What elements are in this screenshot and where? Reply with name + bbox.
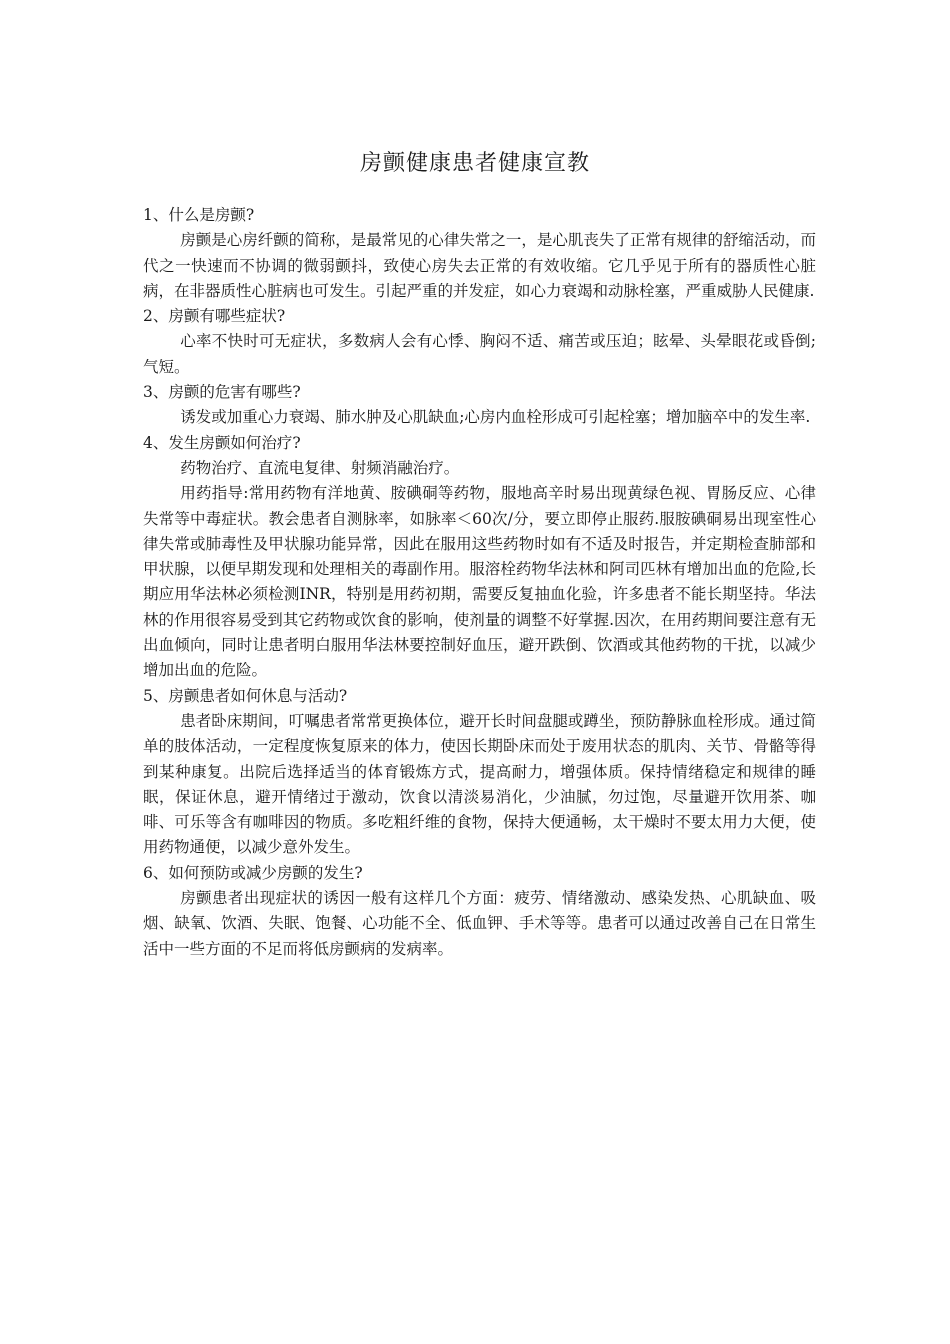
section-6-paragraph-1: 房颤患者出现症状的诱因一般有这样几个方面：疲劳、情绪激动、感染发热、心肌缺血、吸烟、缺氧、饮酒、失眠、饱餐、心功能不全、低血钾、手术等等。患者可以通过改善自己在日常生活中一些方面的不足而将低房颤病的发病率。 (143, 889, 816, 958)
document-title: 房颤健康患者健康宣教 (359, 151, 590, 176)
section-4-paragraph-2: 用药指导:常用药物有洋地黄、胺碘硐等药物，服地高辛时易出现黄绿色视、胃肠反应、心律失常等中毒症状。教会患者自测脉率，如脉率＜60次/分，要立即停止服药.服胺碘硐易出现室性心律失常或肺毒性及甲状腺功能异常，因此在服用这些药物时如有不适及时报告，并定期检查肺部和甲状腺，以便早期发现和处理相关的毒副作用。服溶栓药物华法林和阿司匹林有增加出血的危险,长期应用华法林必须检测INR，特别是用药初期，需要反复抽血化验，许多患者不能长期坚持。华法林的作用很容易受到其它药物或饮食的影响，使剂量的调整不好掌握.因次，在用药期间要注意有无出血倾向，同时让患者明白服用华法林要控制好血压，避开跌倒、饮酒或其他药物的干扰，以减少增加出血的危险。 (143, 484, 816, 680)
section-2-paragraph-1: 心率不快时可无症状，多数病人会有心悸、胸闷不适、痛苦或压迫；眩晕、头晕眼花或昏倒;气短。 (143, 332, 816, 376)
section-4-question: 4、发生房颤如何治疗? (143, 433, 301, 452)
section-6-question: 6、如何预防或减少房颤的发生? (143, 863, 363, 882)
section-5-question: 5、房颤患者如何休息与活动? (143, 686, 348, 705)
section-3-question: 3、房颤的危害有哪些? (143, 383, 301, 402)
section-3-paragraph-1: 诱发或加重心力衰竭、肺水肿及心肌缺血;心房内血栓形成可引起栓塞；增加脑卒中的发生率. (180, 408, 811, 427)
section-4-paragraph-1: 药物治疗、直流电复律、射频消融治疗。 (180, 458, 460, 477)
section-2-question: 2、房颤有哪些症状? (143, 307, 286, 326)
section-1-question: 1、什么是房颤? (143, 206, 255, 224)
section-5-paragraph-1: 患者卧床期间，叮嘱患者常常更换体位，避开长时间盘腿或蹲坐，预防静脉血栓形成。通过简单的肢体活动，一定程度恢复原来的体力，使因长期卧床而处于废用状态的肌肉、关节、骨骼等得到某种康复。出院后选择适当的体育锻炼方式，提高耐力，增强体质。保持情绪稳定和规律的睡眠，保证休息，避开情绪过于激动，饮食以清淡易消化，少油腻，勿过饱，尽量避开饮用茶、咖啡、可乐等含有咖啡因的物质。多吃粗纤维的食物，保持大便通畅，太干燥时不要太用力大便，使用药物通便，以减少意外发生。 (143, 711, 816, 857)
section-1-paragraph-1: 房颤是心房纤颤的简称，是最常见的心律失常之一，是心肌丧失了正常有规律的舒缩活动，而代之一快速而不协调的微弱颤抖，致使心房失去正常的有效收缩。它几乎见于所有的器质性心脏病，在非器质性心脏病也可发生。引起严重的并发症，如心力衰竭和动脉栓塞，严重威胁人民健康. (143, 231, 816, 300)
document-body (143, 203, 816, 962)
